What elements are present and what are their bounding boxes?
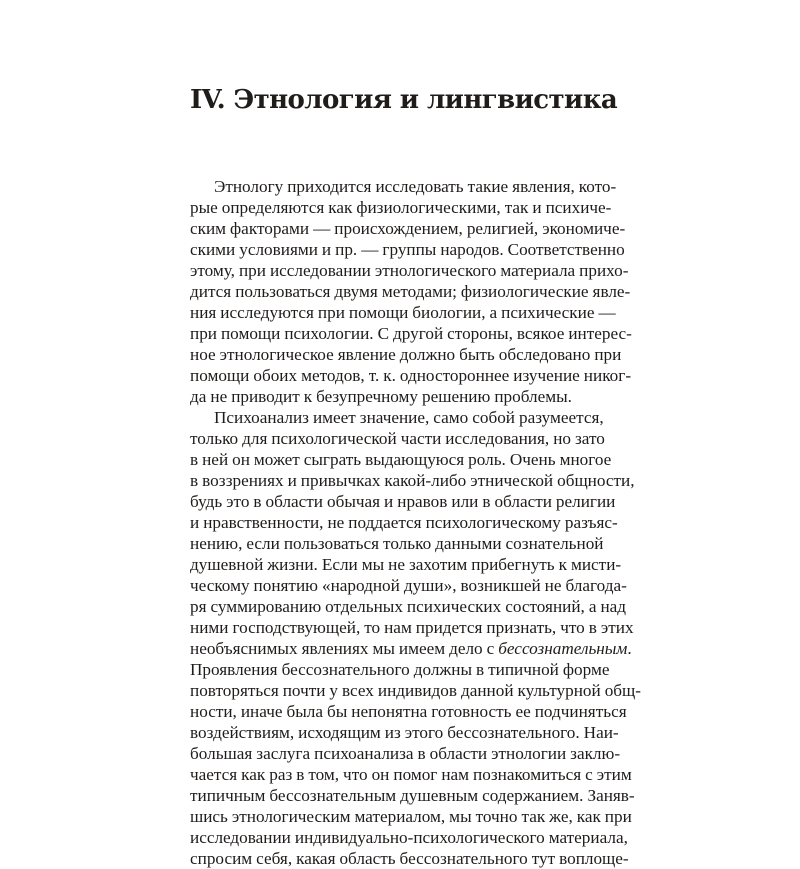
text-line: в ней он может сыграть выдающуюся роль. Очень многое <box>190 450 612 469</box>
emphasized-word: бессознательным <box>498 639 628 658</box>
text-line: чается как раз в том, что он помог нам познакомиться с этим <box>190 765 632 784</box>
text-line: рые определяются как физиологическими, так и психиче- <box>190 198 612 217</box>
text-line: и нравственности, не поддается психологическому разъяс- <box>190 513 618 532</box>
text-segment: необъяснимых явлениях мы имеем дело с <box>190 639 499 658</box>
text-line: шись этнологическим материалом, мы точно так же, как при <box>190 807 632 826</box>
text-line: Психоанализ имеет значение, само собой разумеется, <box>214 408 604 427</box>
text-line: в воззрениях и привычках какой-либо этнической общности, <box>190 471 635 490</box>
text-line: Этнологу приходится исследовать такие явления, кото- <box>214 177 617 196</box>
body-text <box>190 176 641 869</box>
text-line: типичным бессознательным душевным содержанием. Заняв- <box>190 786 635 805</box>
text-line: скими условиями и пр. — группы народов. Соответственно <box>190 240 625 259</box>
text-line: ря суммированию отдельных психических состояний, а над <box>190 597 627 616</box>
text-line: душевной жизни. Если мы не захотим прибегнуть к мисти- <box>190 555 622 574</box>
text-line: спросим себя, какая область бессознательного тут воплоще- <box>190 849 629 868</box>
text-line: ским факторами — происхождением, религией, экономиче- <box>190 219 626 238</box>
text-line: ности, иначе была бы непонятна готовность ее подчиняться <box>190 702 627 721</box>
paragraph-1 <box>190 176 632 407</box>
text-line: ния исследуются при помощи биологии, а психические — <box>190 303 616 322</box>
text-line: ческому понятию «народной души», возникшей не благода- <box>190 576 627 595</box>
text-line: большая заслуга психоанализа в области этнологии заклю- <box>190 744 621 763</box>
text-segment: . <box>627 639 632 658</box>
text-line: Проявления бессознательного должны в типичной форме <box>190 660 610 679</box>
text-line: помощи обоих методов, т. к. одностороннее изучение никог- <box>190 366 632 385</box>
text-line: ними господствующей, то нам придется признать, что в этих <box>190 618 634 637</box>
text-line: будь это в области обычая и нравов или в области религии <box>190 492 616 511</box>
text-line: повторяться почти у всех индивидов данной культурной общ- <box>190 681 641 700</box>
text-line: только для психологической части исследования, но зато <box>190 429 605 448</box>
text-line: исследовании индивидуально-психологического материала, <box>190 828 628 847</box>
text-line: воздействиям, исходящим из этого бессознательного. Наи- <box>190 723 619 742</box>
text-line-with-emphasis <box>190 638 632 659</box>
text-line: этому, при исследовании этнологического материала прихо- <box>190 261 629 280</box>
text-line: да не приводит к безупречному решению проблемы. <box>190 387 572 406</box>
paragraph-2 <box>190 407 641 869</box>
text-line: дится пользоваться двумя методами; физиологические явле- <box>190 282 631 301</box>
text-line: при помощи психологии. С другой стороны, всякое интерес- <box>190 324 632 343</box>
chapter-title: IV. Этнология и лингвистика <box>190 85 618 115</box>
text-line: ное этнологическое явление должно быть обследовано при <box>190 345 622 364</box>
text-line: нению, если пользоваться только данными сознательной <box>190 534 604 553</box>
